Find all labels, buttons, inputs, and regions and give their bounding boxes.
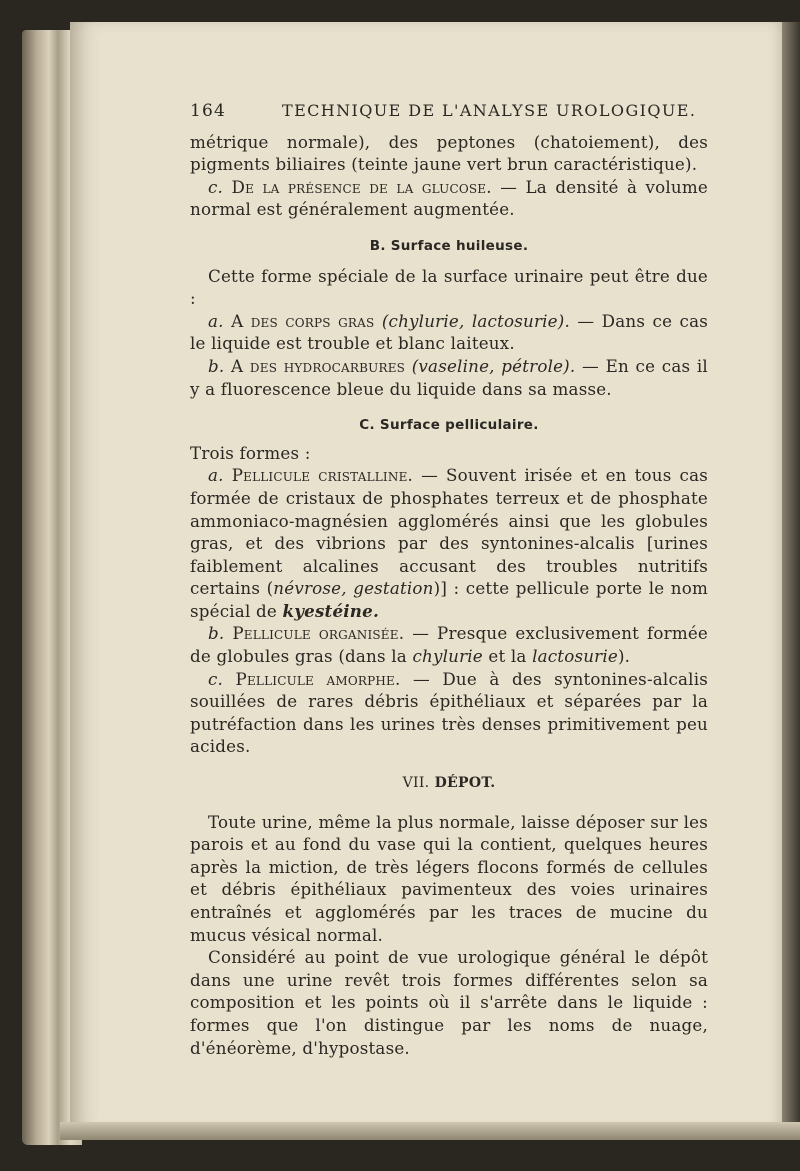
item-text: — En ce cas il y a fluorescence bleue du liquide dans sa masse. xyxy=(190,355,708,399)
paragraph-hydrocarbures xyxy=(190,355,708,400)
paragraph-toute-urine: Toute urine, même la plus normale, laisse déposer sur les parois et au fond du vase qui la contient, quelques heures après la miction, de très légers flocons formés de cellules et débris épithéliaux pavimenteux des voies urinaires entraînés et agglomérés par les traces de mucine du mucus vésical normal. xyxy=(190,811,708,945)
running-header xyxy=(190,100,708,123)
item-text: — Due à des syntonines-alcalis souillées de rares débris épithéliaux et séparées par la putréfaction dans les urines très denses primitivement peu acides. xyxy=(190,668,708,757)
item-marker: a. xyxy=(208,465,224,486)
item-text: — Souvent irisée et en tous cas formée de cristaux de phosphates terreux et de phosphate ammoniaco-magnésien agglomérés ainsi que les globules gras, et des vibrions par des syntonines-alcalis [urines faiblement alcalines accusant des troubles nutritifs certains ( xyxy=(190,465,708,599)
paragraph-glucose xyxy=(190,176,708,221)
item-italic-term: kyestéine. xyxy=(282,600,379,621)
item-italic: névrose, gestation xyxy=(273,578,434,599)
item-italic: chylurie xyxy=(412,646,483,667)
paragraph-pellicule-cristalline xyxy=(190,464,708,622)
item-marker: b. xyxy=(208,623,225,644)
section-number: VII. xyxy=(402,775,430,792)
item-marker: c. xyxy=(208,668,224,689)
item-caps: Pellicule cristalline. xyxy=(231,465,414,486)
item-italic: (vaseline, pétrole). xyxy=(411,355,576,376)
item-text-mid: et la xyxy=(482,646,533,667)
item-text: — Dans ce cas le liquide est trouble et blanc laiteux. xyxy=(190,310,709,354)
paragraph-pellicule-organisee xyxy=(190,622,708,667)
paragraph-peptones: métrique normale), des peptones (chatoiement), des pigments biliaires (teinte jaune vert brun caractéristique). xyxy=(190,131,708,175)
page-number: 164 xyxy=(190,101,227,121)
item-caps: De la présence de la glucose. xyxy=(231,176,492,197)
page-bottom-edge xyxy=(60,1122,800,1140)
item-italic-2: lactosurie xyxy=(532,646,618,667)
item-marker: a. xyxy=(208,310,224,331)
binding-shadow xyxy=(782,22,800,1132)
running-title: TECHNIQUE DE L'ANALYSE UROLOGIQUE. xyxy=(282,101,697,120)
section-title: DÉPOT. xyxy=(434,775,496,792)
item-text-end: ). xyxy=(617,646,631,667)
item-caps: A des corps gras xyxy=(231,310,375,331)
item-text: — Presque exclusivement formée de globules gras (dans la xyxy=(190,623,708,667)
item-marker: b. xyxy=(208,355,225,376)
item-caps: Pellicule amorphe. xyxy=(235,668,401,689)
item-marker: c. xyxy=(208,176,224,197)
section-heading-b: B. Surface huileuse. xyxy=(369,237,529,254)
paragraph-trois-formes: Trois formes : xyxy=(190,442,311,463)
item-caps: Pellicule organisée. xyxy=(232,623,405,644)
paragraph-pellicule-amorphe xyxy=(190,668,708,758)
paragraph-corps-gras xyxy=(190,310,708,355)
item-text-mid: )] : cette pellicule porte le nom spécial de xyxy=(190,578,708,621)
paragraph-intro-b: Cette forme spéciale de la surface urinaire peut être due : xyxy=(190,265,708,309)
section-heading-c: C. Surface pelliculaire. xyxy=(359,417,539,434)
paragraph-considere: Considéré au point de vue urologique général le dépôt dans une urine revêt trois formes différentes selon sa composition et les points où il s'arrête dans le liquide : formes que l'on distingue par les noms de nuage, d'énéorème, d'hypostase. xyxy=(190,947,708,1058)
section-heading-vii xyxy=(190,772,708,795)
item-italic: (chylurie, lactosurie). xyxy=(381,310,570,331)
page-text xyxy=(190,100,708,1059)
item-text: — La densité à volume normal est généralement augmentée. xyxy=(190,176,708,220)
item-caps: A des hydrocarbures xyxy=(231,355,406,376)
